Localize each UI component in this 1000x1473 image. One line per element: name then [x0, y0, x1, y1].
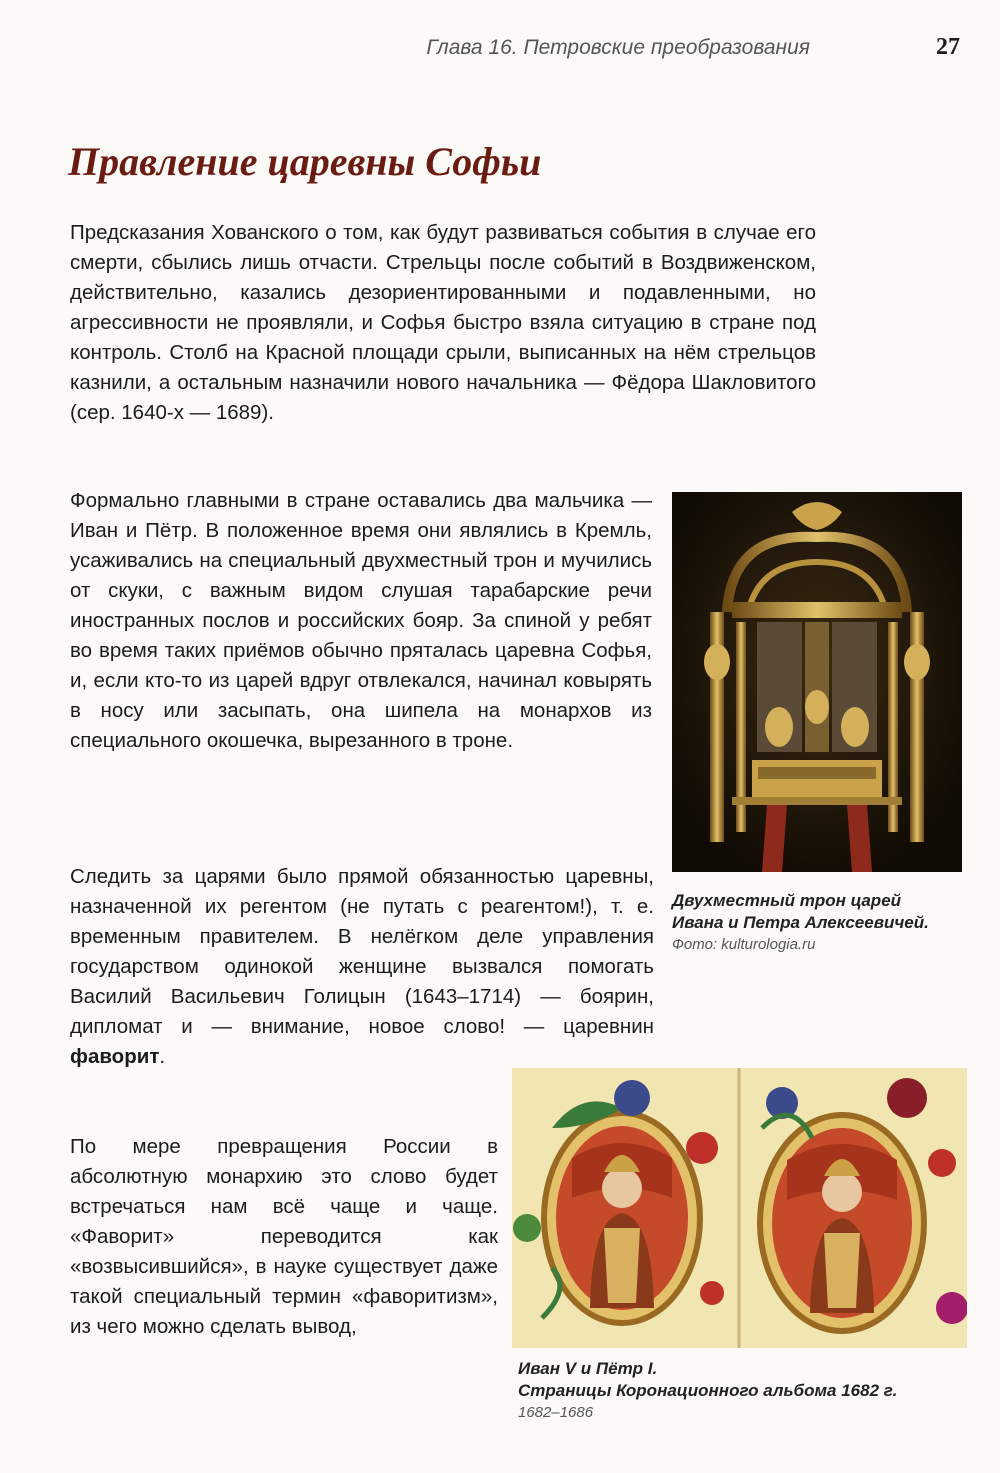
- ivan-portrait: [544, 1113, 700, 1323]
- page-number: 27: [936, 34, 960, 60]
- throne-photo: [672, 492, 962, 872]
- album-caption-date: 1682–1686: [518, 1404, 594, 1421]
- album-illustration: [512, 1068, 967, 1348]
- throne-photo-credit: Фото: kulturologia.ru: [672, 936, 816, 953]
- paragraph-2: Формально главными в стране оставались два мальчика — Иван и Пётр. В положенное время они являлись в Кремль, усаживались на специальный двухместный трон и мучились от скуки, с важным видом слушая тарабарские речи иностранных послов и российских бояр. За спиной у ребят во время таких приёмов обычно пряталась царевна Софья, и, если кто-то из царей вдруг отвлекался, начинал ковырять в носу или засыпать, она шипела на монархов из специального окошечка, вырезанного в троне.: [70, 489, 652, 752]
- coronation-album-image: [512, 1068, 967, 1348]
- throne-caption: [672, 890, 972, 956]
- term-favorit: фаворит: [70, 1045, 160, 1068]
- album-caption-line1: Иван V и Пётр I.: [518, 1359, 658, 1378]
- paragraph-3: [70, 862, 654, 1072]
- running-header: Глава 16. Петровские преобразования: [426, 36, 810, 59]
- throne-caption-line1: Двухместный трон царей: [672, 891, 902, 910]
- paragraph-3-text: Следить за царями было прямой обязанностью царевны, назначенной их регентом (не путать с реагентом!), т. е. временным правителем. В нелёгком деле управления государством одинокой женщине вызвался помогать Василий Васильевич Голицын (1643–1714) — боярин, дипломат и — внимание, новое слово! — царевнин: [70, 865, 654, 1038]
- album-caption: [518, 1358, 978, 1424]
- throne-caption-line2: Ивана и Петра Алексеевичей.: [672, 913, 929, 932]
- section-title: Правление царевны Софьи: [68, 139, 542, 184]
- paragraph-4: По мере превращения России в абсолютную монархию это слово будет встречаться нам всё чаще и чаще. «Фаворит» переводится как «возвысившийся», в науке существует даже такой специальный термин «фаворитизм», из чего можно сделать вывод,: [70, 1135, 498, 1338]
- album-caption-line2: Страницы Коронационного альбома 1682 г.: [518, 1381, 898, 1400]
- paragraph-3-end: .: [159, 1045, 166, 1068]
- peter-portrait: [760, 1115, 924, 1331]
- paragraph-1: Предсказания Хованского о том, как будут развиваться события в случае его смерти, сбылись лишь отчасти. Стрельцы после событий в Воздвиженском, действительно, казались дезориентированными и подавленными, но агрессивности не проявляли, и Софья быстро взяла ситуацию в стране под контроль. Столб на Красной площади срыли, выписанных на нём стрельцов казнили, а остальным назначили нового начальника — Фёдора Шакловитого (сер. 1640-х — 1689).: [70, 221, 816, 424]
- throne-illustration: [672, 492, 962, 872]
